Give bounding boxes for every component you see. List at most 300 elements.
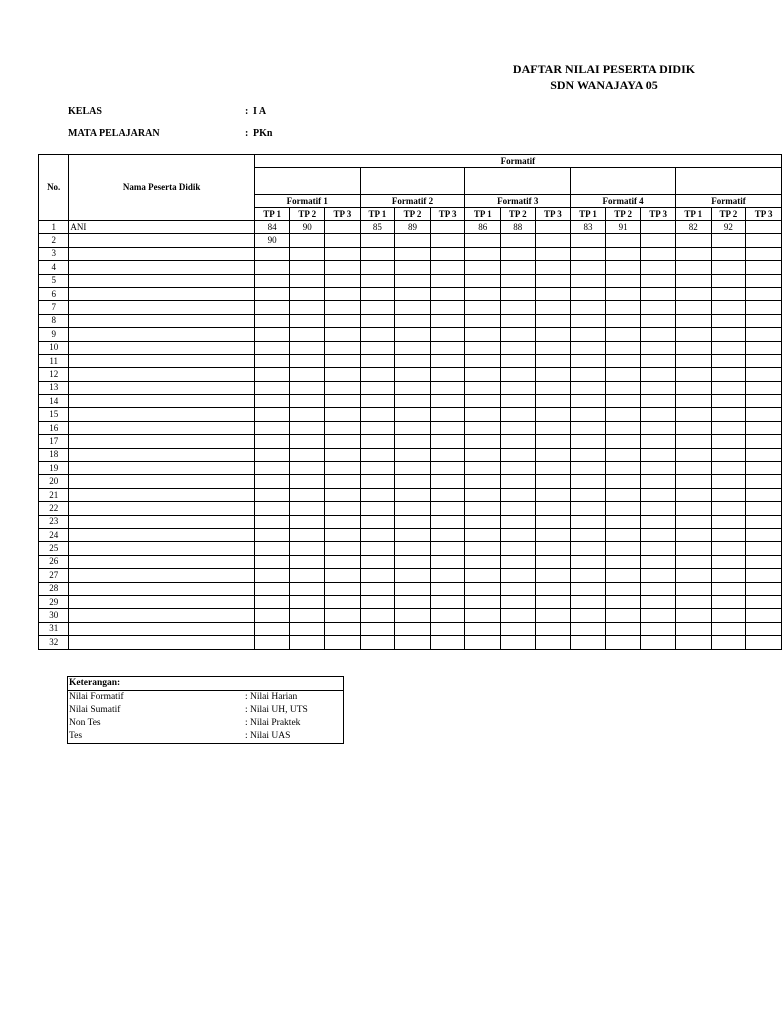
score-cell[interactable] bbox=[535, 582, 571, 595]
score-cell[interactable] bbox=[325, 421, 361, 434]
score-cell[interactable] bbox=[325, 488, 361, 501]
score-cell[interactable] bbox=[395, 542, 431, 555]
score-cell[interactable] bbox=[501, 234, 536, 247]
score-cell[interactable] bbox=[571, 368, 606, 381]
score-cell[interactable] bbox=[711, 354, 746, 367]
score-cell[interactable] bbox=[711, 234, 746, 247]
score-cell[interactable] bbox=[465, 622, 501, 635]
score-cell[interactable] bbox=[746, 314, 782, 327]
score-cell[interactable] bbox=[675, 287, 711, 300]
score-cell[interactable] bbox=[290, 234, 325, 247]
score-cell[interactable] bbox=[746, 582, 782, 595]
score-cell[interactable] bbox=[290, 287, 325, 300]
score-cell[interactable] bbox=[465, 341, 501, 354]
score-cell[interactable] bbox=[360, 408, 395, 421]
score-cell[interactable] bbox=[675, 381, 711, 394]
score-cell[interactable] bbox=[711, 314, 746, 327]
score-cell[interactable] bbox=[641, 582, 676, 595]
score-cell[interactable] bbox=[641, 301, 676, 314]
score-cell[interactable] bbox=[430, 569, 465, 582]
score-cell[interactable] bbox=[501, 595, 536, 608]
score-cell[interactable] bbox=[430, 475, 465, 488]
score-cell[interactable] bbox=[430, 328, 465, 341]
score-cell[interactable] bbox=[501, 636, 536, 649]
score-cell[interactable] bbox=[746, 287, 782, 300]
score-cell[interactable] bbox=[711, 528, 746, 541]
score-cell[interactable] bbox=[711, 569, 746, 582]
score-cell[interactable] bbox=[360, 314, 395, 327]
score-cell[interactable] bbox=[395, 609, 431, 622]
student-name-cell[interactable] bbox=[69, 622, 254, 635]
score-cell[interactable]: 85 bbox=[360, 221, 395, 234]
score-cell[interactable] bbox=[675, 569, 711, 582]
score-cell[interactable] bbox=[746, 609, 782, 622]
score-cell[interactable] bbox=[535, 609, 571, 622]
score-cell[interactable] bbox=[605, 395, 641, 408]
score-cell[interactable]: 91 bbox=[605, 221, 641, 234]
student-name-cell[interactable]: ANI bbox=[69, 221, 254, 234]
score-cell[interactable] bbox=[675, 274, 711, 287]
student-name-cell[interactable] bbox=[69, 261, 254, 274]
score-cell[interactable] bbox=[325, 221, 361, 234]
student-name-cell[interactable] bbox=[69, 421, 254, 434]
score-cell[interactable] bbox=[360, 274, 395, 287]
score-cell[interactable] bbox=[711, 368, 746, 381]
score-cell[interactable] bbox=[641, 488, 676, 501]
score-cell[interactable] bbox=[675, 462, 711, 475]
score-cell[interactable] bbox=[571, 395, 606, 408]
score-cell[interactable] bbox=[675, 515, 711, 528]
score-cell[interactable] bbox=[395, 287, 431, 300]
score-cell[interactable] bbox=[571, 636, 606, 649]
score-cell[interactable] bbox=[360, 636, 395, 649]
score-cell[interactable] bbox=[501, 502, 536, 515]
score-cell[interactable] bbox=[746, 234, 782, 247]
score-cell[interactable] bbox=[254, 368, 290, 381]
score-cell[interactable] bbox=[746, 408, 782, 421]
score-cell[interactable] bbox=[360, 354, 395, 367]
score-cell[interactable] bbox=[360, 595, 395, 608]
score-cell[interactable] bbox=[535, 515, 571, 528]
score-cell[interactable] bbox=[535, 595, 571, 608]
score-cell[interactable] bbox=[746, 221, 782, 234]
score-cell[interactable] bbox=[641, 274, 676, 287]
score-cell[interactable] bbox=[641, 421, 676, 434]
score-cell[interactable] bbox=[254, 462, 290, 475]
score-cell[interactable] bbox=[290, 408, 325, 421]
score-cell[interactable] bbox=[711, 555, 746, 568]
score-cell[interactable] bbox=[360, 582, 395, 595]
score-cell[interactable] bbox=[501, 555, 536, 568]
score-cell[interactable] bbox=[465, 435, 501, 448]
score-cell[interactable] bbox=[360, 462, 395, 475]
score-cell[interactable] bbox=[465, 542, 501, 555]
score-cell[interactable] bbox=[430, 314, 465, 327]
score-cell[interactable] bbox=[465, 314, 501, 327]
score-cell[interactable] bbox=[605, 435, 641, 448]
score-cell[interactable] bbox=[360, 515, 395, 528]
score-cell[interactable] bbox=[254, 448, 290, 461]
score-cell[interactable] bbox=[430, 395, 465, 408]
score-cell[interactable] bbox=[325, 381, 361, 394]
score-cell[interactable] bbox=[641, 328, 676, 341]
score-cell[interactable] bbox=[360, 421, 395, 434]
score-cell[interactable] bbox=[535, 462, 571, 475]
score-cell[interactable] bbox=[360, 448, 395, 461]
score-cell[interactable]: 90 bbox=[290, 221, 325, 234]
score-cell[interactable] bbox=[465, 488, 501, 501]
score-cell[interactable] bbox=[571, 448, 606, 461]
score-cell[interactable] bbox=[746, 542, 782, 555]
score-cell[interactable] bbox=[360, 542, 395, 555]
score-cell[interactable] bbox=[605, 301, 641, 314]
score-cell[interactable] bbox=[501, 368, 536, 381]
score-cell[interactable] bbox=[360, 247, 395, 260]
score-cell[interactable] bbox=[746, 488, 782, 501]
score-cell[interactable] bbox=[430, 368, 465, 381]
score-cell[interactable] bbox=[535, 421, 571, 434]
score-cell[interactable] bbox=[290, 569, 325, 582]
score-cell[interactable] bbox=[254, 595, 290, 608]
score-cell[interactable] bbox=[711, 448, 746, 461]
score-cell[interactable] bbox=[746, 395, 782, 408]
score-cell[interactable]: 89 bbox=[395, 221, 431, 234]
score-cell[interactable] bbox=[535, 274, 571, 287]
score-cell[interactable] bbox=[711, 395, 746, 408]
score-cell[interactable] bbox=[360, 395, 395, 408]
score-cell[interactable] bbox=[711, 636, 746, 649]
score-cell[interactable] bbox=[605, 502, 641, 515]
score-cell[interactable] bbox=[290, 381, 325, 394]
score-cell[interactable] bbox=[571, 488, 606, 501]
score-cell[interactable] bbox=[641, 448, 676, 461]
score-cell[interactable] bbox=[395, 488, 431, 501]
score-cell[interactable] bbox=[325, 528, 361, 541]
score-cell[interactable] bbox=[535, 341, 571, 354]
score-cell[interactable] bbox=[430, 595, 465, 608]
score-cell[interactable] bbox=[360, 555, 395, 568]
score-cell[interactable] bbox=[535, 221, 571, 234]
score-cell[interactable] bbox=[641, 502, 676, 515]
score-cell[interactable] bbox=[254, 247, 290, 260]
score-cell[interactable] bbox=[675, 301, 711, 314]
score-cell[interactable] bbox=[746, 341, 782, 354]
score-cell[interactable] bbox=[711, 301, 746, 314]
score-cell[interactable] bbox=[711, 287, 746, 300]
score-cell[interactable] bbox=[395, 261, 431, 274]
score-cell[interactable] bbox=[290, 582, 325, 595]
score-cell[interactable] bbox=[501, 381, 536, 394]
student-name-cell[interactable] bbox=[69, 408, 254, 421]
score-cell[interactable] bbox=[430, 462, 465, 475]
score-cell[interactable] bbox=[571, 542, 606, 555]
student-name-cell[interactable] bbox=[69, 314, 254, 327]
score-cell[interactable] bbox=[325, 636, 361, 649]
score-cell[interactable] bbox=[746, 435, 782, 448]
student-name-cell[interactable] bbox=[69, 528, 254, 541]
score-cell[interactable] bbox=[395, 381, 431, 394]
score-cell[interactable] bbox=[711, 462, 746, 475]
score-cell[interactable] bbox=[571, 569, 606, 582]
score-cell[interactable] bbox=[535, 381, 571, 394]
score-cell[interactable] bbox=[571, 595, 606, 608]
score-cell[interactable] bbox=[465, 274, 501, 287]
score-cell[interactable] bbox=[605, 636, 641, 649]
score-cell[interactable] bbox=[605, 488, 641, 501]
student-name-cell[interactable] bbox=[69, 555, 254, 568]
score-cell[interactable] bbox=[501, 542, 536, 555]
score-cell[interactable] bbox=[746, 328, 782, 341]
student-name-cell[interactable] bbox=[69, 395, 254, 408]
student-name-cell[interactable] bbox=[69, 569, 254, 582]
score-cell[interactable] bbox=[571, 515, 606, 528]
score-cell[interactable] bbox=[395, 421, 431, 434]
score-cell[interactable] bbox=[571, 381, 606, 394]
score-cell[interactable] bbox=[641, 435, 676, 448]
score-cell[interactable] bbox=[430, 435, 465, 448]
score-cell[interactable] bbox=[465, 381, 501, 394]
score-cell[interactable] bbox=[641, 381, 676, 394]
score-cell[interactable] bbox=[571, 475, 606, 488]
score-cell[interactable] bbox=[395, 515, 431, 528]
score-cell[interactable] bbox=[605, 448, 641, 461]
score-cell[interactable] bbox=[254, 569, 290, 582]
score-cell[interactable] bbox=[711, 408, 746, 421]
score-cell[interactable] bbox=[290, 354, 325, 367]
score-cell[interactable] bbox=[254, 261, 290, 274]
score-cell[interactable] bbox=[535, 234, 571, 247]
score-cell[interactable] bbox=[675, 341, 711, 354]
score-cell[interactable] bbox=[711, 609, 746, 622]
score-cell[interactable] bbox=[746, 421, 782, 434]
score-cell[interactable] bbox=[395, 328, 431, 341]
score-cell[interactable] bbox=[290, 301, 325, 314]
score-cell[interactable] bbox=[501, 287, 536, 300]
score-cell[interactable] bbox=[465, 234, 501, 247]
score-cell[interactable] bbox=[395, 435, 431, 448]
score-cell[interactable] bbox=[395, 462, 431, 475]
score-cell[interactable] bbox=[465, 408, 501, 421]
score-cell[interactable] bbox=[395, 354, 431, 367]
score-cell[interactable] bbox=[675, 555, 711, 568]
score-cell[interactable] bbox=[746, 381, 782, 394]
score-cell[interactable] bbox=[360, 301, 395, 314]
score-cell[interactable] bbox=[254, 636, 290, 649]
score-cell[interactable] bbox=[571, 582, 606, 595]
score-cell[interactable] bbox=[535, 528, 571, 541]
score-cell[interactable] bbox=[605, 247, 641, 260]
score-cell[interactable] bbox=[641, 247, 676, 260]
score-cell[interactable] bbox=[571, 261, 606, 274]
score-cell[interactable] bbox=[605, 542, 641, 555]
score-cell[interactable] bbox=[675, 368, 711, 381]
score-cell[interactable] bbox=[501, 261, 536, 274]
score-cell[interactable] bbox=[535, 247, 571, 260]
score-cell[interactable] bbox=[501, 395, 536, 408]
score-cell[interactable] bbox=[746, 475, 782, 488]
score-cell[interactable] bbox=[675, 595, 711, 608]
score-cell[interactable] bbox=[535, 636, 571, 649]
score-cell[interactable] bbox=[395, 502, 431, 515]
score-cell[interactable] bbox=[254, 354, 290, 367]
score-cell[interactable] bbox=[535, 368, 571, 381]
score-cell[interactable] bbox=[535, 435, 571, 448]
score-cell[interactable] bbox=[501, 528, 536, 541]
student-name-cell[interactable] bbox=[69, 582, 254, 595]
score-cell[interactable] bbox=[465, 287, 501, 300]
score-cell[interactable] bbox=[641, 368, 676, 381]
score-cell[interactable] bbox=[325, 475, 361, 488]
score-cell[interactable] bbox=[675, 502, 711, 515]
score-cell[interactable] bbox=[325, 542, 361, 555]
score-cell[interactable] bbox=[290, 488, 325, 501]
score-cell[interactable] bbox=[501, 622, 536, 635]
score-cell[interactable] bbox=[465, 354, 501, 367]
score-cell[interactable] bbox=[711, 488, 746, 501]
score-cell[interactable] bbox=[325, 341, 361, 354]
score-cell[interactable] bbox=[675, 314, 711, 327]
score-cell[interactable] bbox=[325, 274, 361, 287]
student-name-cell[interactable] bbox=[69, 609, 254, 622]
score-cell[interactable] bbox=[465, 261, 501, 274]
score-cell[interactable] bbox=[501, 341, 536, 354]
score-cell[interactable] bbox=[711, 274, 746, 287]
score-cell[interactable] bbox=[325, 515, 361, 528]
score-cell[interactable] bbox=[746, 555, 782, 568]
score-cell[interactable] bbox=[430, 502, 465, 515]
student-name-cell[interactable] bbox=[69, 368, 254, 381]
score-cell[interactable] bbox=[465, 301, 501, 314]
score-cell[interactable] bbox=[430, 341, 465, 354]
score-cell[interactable] bbox=[290, 462, 325, 475]
score-cell[interactable] bbox=[254, 622, 290, 635]
score-cell[interactable] bbox=[325, 261, 361, 274]
score-cell[interactable] bbox=[571, 341, 606, 354]
score-cell[interactable] bbox=[254, 515, 290, 528]
score-cell[interactable]: 84 bbox=[254, 221, 290, 234]
score-cell[interactable] bbox=[501, 301, 536, 314]
score-cell[interactable] bbox=[535, 408, 571, 421]
score-cell[interactable] bbox=[395, 408, 431, 421]
score-cell[interactable] bbox=[465, 475, 501, 488]
score-cell[interactable] bbox=[465, 448, 501, 461]
score-cell[interactable] bbox=[395, 274, 431, 287]
score-cell[interactable] bbox=[465, 395, 501, 408]
score-cell[interactable] bbox=[535, 475, 571, 488]
score-cell[interactable] bbox=[605, 341, 641, 354]
score-cell[interactable]: 88 bbox=[501, 221, 536, 234]
score-cell[interactable] bbox=[290, 502, 325, 515]
score-cell[interactable] bbox=[605, 595, 641, 608]
score-cell[interactable] bbox=[641, 555, 676, 568]
score-cell[interactable] bbox=[254, 475, 290, 488]
score-cell[interactable] bbox=[641, 261, 676, 274]
score-cell[interactable] bbox=[430, 234, 465, 247]
score-cell[interactable]: 90 bbox=[254, 234, 290, 247]
score-cell[interactable] bbox=[675, 609, 711, 622]
score-cell[interactable] bbox=[746, 448, 782, 461]
student-name-cell[interactable] bbox=[69, 542, 254, 555]
score-cell[interactable] bbox=[430, 622, 465, 635]
score-cell[interactable] bbox=[395, 555, 431, 568]
score-cell[interactable] bbox=[254, 287, 290, 300]
score-cell[interactable] bbox=[501, 609, 536, 622]
score-cell[interactable] bbox=[430, 555, 465, 568]
score-cell[interactable] bbox=[501, 328, 536, 341]
score-cell[interactable] bbox=[711, 328, 746, 341]
score-cell[interactable] bbox=[711, 622, 746, 635]
score-cell[interactable] bbox=[571, 314, 606, 327]
score-cell[interactable] bbox=[535, 301, 571, 314]
student-name-cell[interactable] bbox=[69, 435, 254, 448]
score-cell[interactable] bbox=[675, 328, 711, 341]
student-name-cell[interactable] bbox=[69, 341, 254, 354]
score-cell[interactable] bbox=[254, 528, 290, 541]
score-cell[interactable] bbox=[675, 234, 711, 247]
score-cell[interactable] bbox=[290, 515, 325, 528]
score-cell[interactable] bbox=[711, 595, 746, 608]
score-cell[interactable] bbox=[675, 622, 711, 635]
score-cell[interactable] bbox=[254, 301, 290, 314]
score-cell[interactable] bbox=[254, 488, 290, 501]
score-cell[interactable] bbox=[325, 502, 361, 515]
score-cell[interactable] bbox=[535, 569, 571, 582]
score-cell[interactable] bbox=[430, 261, 465, 274]
score-cell[interactable] bbox=[746, 622, 782, 635]
score-cell[interactable] bbox=[395, 595, 431, 608]
score-cell[interactable] bbox=[290, 542, 325, 555]
score-cell[interactable] bbox=[325, 595, 361, 608]
score-cell[interactable] bbox=[325, 555, 361, 568]
student-name-cell[interactable] bbox=[69, 381, 254, 394]
score-cell[interactable] bbox=[430, 488, 465, 501]
score-cell[interactable] bbox=[571, 502, 606, 515]
score-cell[interactable] bbox=[535, 488, 571, 501]
score-cell[interactable] bbox=[641, 475, 676, 488]
score-cell[interactable] bbox=[290, 609, 325, 622]
score-cell[interactable] bbox=[325, 622, 361, 635]
score-cell[interactable] bbox=[325, 408, 361, 421]
score-cell[interactable] bbox=[360, 435, 395, 448]
score-cell[interactable] bbox=[465, 368, 501, 381]
score-cell[interactable] bbox=[641, 636, 676, 649]
score-cell[interactable] bbox=[605, 462, 641, 475]
score-cell[interactable] bbox=[535, 555, 571, 568]
score-cell[interactable] bbox=[360, 328, 395, 341]
score-cell[interactable] bbox=[325, 328, 361, 341]
score-cell[interactable] bbox=[605, 328, 641, 341]
score-cell[interactable] bbox=[605, 555, 641, 568]
score-cell[interactable] bbox=[360, 368, 395, 381]
score-cell[interactable] bbox=[501, 314, 536, 327]
score-cell[interactable] bbox=[430, 287, 465, 300]
score-cell[interactable] bbox=[465, 595, 501, 608]
score-cell[interactable] bbox=[535, 287, 571, 300]
score-cell[interactable] bbox=[325, 234, 361, 247]
score-cell[interactable] bbox=[430, 408, 465, 421]
score-cell[interactable] bbox=[535, 502, 571, 515]
score-cell[interactable] bbox=[605, 408, 641, 421]
score-cell[interactable] bbox=[711, 515, 746, 528]
score-cell[interactable] bbox=[325, 435, 361, 448]
score-cell[interactable] bbox=[465, 609, 501, 622]
score-cell[interactable] bbox=[675, 488, 711, 501]
score-cell[interactable] bbox=[254, 582, 290, 595]
score-cell[interactable] bbox=[605, 314, 641, 327]
student-name-cell[interactable] bbox=[69, 502, 254, 515]
score-cell[interactable] bbox=[290, 475, 325, 488]
student-name-cell[interactable] bbox=[69, 515, 254, 528]
